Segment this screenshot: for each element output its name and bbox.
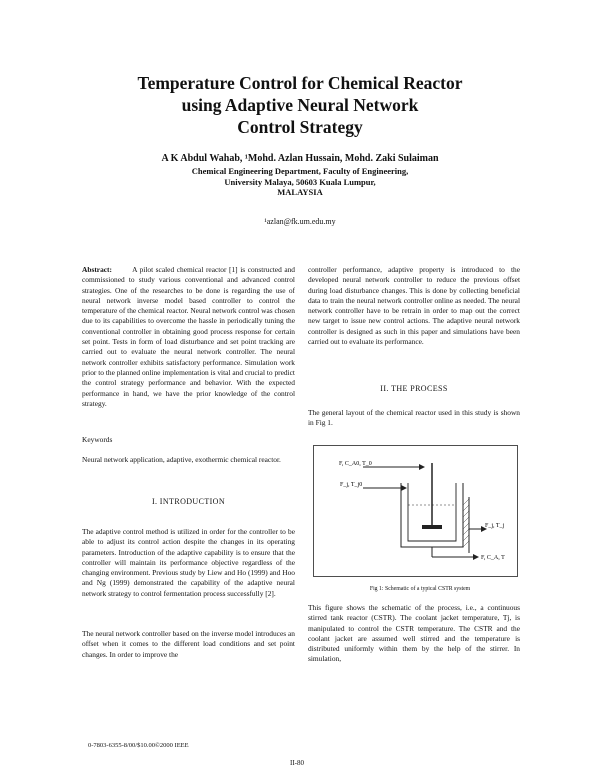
- product-arrow: [473, 554, 479, 560]
- title-line-2: using Adaptive Neural Network: [181, 95, 419, 115]
- process-heading: II. THE PROCESS: [380, 384, 448, 393]
- introduction-paragraph-1: The adaptive control method is utilized in order for the controller to be able to adjust its control action despite the changes in its operating parameters. Introduction of the adaptive capability is to ensure that the controller will maintain its performance objective regardless of the changing environment. Previous study by Liew and Ho (1999) and Hoo and Ng (1999) demonstrated the capability of the adaptive neural network strategy to control fermentation process successfully [2].: [82, 527, 295, 598]
- right-paragraph-1: controller performance, adaptive property is introduced to the developed neural network controller to reduce the previous offset during load disturbance changes. This is done by collecting beneficial data to train the neural network controller online as needed. The neural network controller have to be retrain in order to map out the correct new target to issue new control actions. The adaptive neural network controller is designed as such in this paper and simulations have been carried out to evaluate its performance.: [308, 265, 520, 347]
- abstract-label: Abstract:: [82, 265, 112, 274]
- introduction-body: [82, 527, 295, 599]
- cstr-figure: [313, 445, 518, 577]
- process-paragraph: The general layout of the chemical reactor used in this study is shown in Fig 1.: [308, 408, 520, 428]
- process-section: [308, 384, 520, 394]
- introduction-section: [82, 497, 295, 507]
- affiliation-line-3: MALAYSIA: [277, 187, 323, 197]
- title-line-1: Temperature Control for Chemical Reactor: [137, 73, 463, 93]
- right-column: [308, 265, 520, 347]
- left-column: [82, 265, 295, 409]
- author-list: A K Abdul Wahab, ¹Mohd. Azlan Hussain, Mohd. Zaki Sulaiman: [161, 153, 439, 164]
- affiliation-line-2: University Malaya, 50603 Kuala Lumpur,: [224, 176, 376, 187]
- feed-label: F, C_A0, T_0: [339, 461, 372, 467]
- keywords-heading: Keywords: [82, 435, 113, 444]
- abstract-text: A pilot scaled chemical reactor [1] is constructed and commissioned to study various conventional and advanced control strategies. One of the researches to be done is regarding the use of neural network inverse model based controller to control the temperature of the chemical reactor. Neural network control was chosen due to its capabilities to overcome the hassle in periodically tuning the conventional controller in obtaining good process response for certain set point. Tests in form of load disturbance and set point tracking are carried out to evaluate the neural network controller. The neural network controller exhibits satisfactory performance. Simulation work prior to the planned online implementation is vital and crucial to predict the control strategy performance and behavior. With the expected performance in hand, we have the prior knowledge of the control strategy.: [82, 265, 296, 408]
- coolant-in-arrow: [401, 485, 407, 491]
- page-number: II-80: [290, 759, 304, 767]
- jacket-hatching: [463, 499, 469, 547]
- process-description-paragraph: This figure shows the schematic of the process, i.e., a continuous stirred tank reactor (CSTR). The coolant jacket temperature, Tj, is manipulated to control the CSTR temperature. The CSTR and the coolant jacket are assumed well stirred and the temperature is distributed uniformly within them by the help of the stirrer. In simulation,: [308, 603, 520, 664]
- cstr-schematic: [313, 445, 518, 577]
- affiliation: [150, 166, 450, 198]
- introduction-heading: I. INTRODUCTION: [151, 497, 226, 506]
- affiliation-line-1: Chemical Engineering Department, Faculty of Engineering,: [191, 166, 409, 176]
- keywords-block: [82, 435, 295, 466]
- footer-isbn: 0-7803-6355-8/00/$10.00©2000 IEEE: [88, 742, 189, 749]
- keywords-text: Neural network application, adaptive, exothermic chemical reactor.: [82, 455, 281, 465]
- process-description: [308, 603, 520, 665]
- abstract: [82, 265, 295, 409]
- title-line-3: Control Strategy: [237, 117, 363, 137]
- product-label: F, C_A, T: [481, 555, 505, 561]
- introduction-paragraph-2: The neural network controller based on the inverse model introduces an offset when it comes to the different load conditions and set point changes. In order to improve the: [82, 629, 295, 659]
- introduction-body-2: [82, 629, 295, 660]
- coolant-out-label: F_j, T_j: [485, 523, 505, 529]
- figure-caption: Fig 1: Schematic of a typical CSTR system: [369, 586, 471, 592]
- stirrer-blade: [422, 525, 442, 529]
- paper-title: [100, 72, 500, 138]
- author-email: ¹azlan@fk.um.edu.my: [264, 217, 336, 226]
- process-intro: [308, 408, 520, 429]
- coolant-in-label: F_j, T_j0: [340, 482, 363, 488]
- feed-arrow: [419, 464, 425, 470]
